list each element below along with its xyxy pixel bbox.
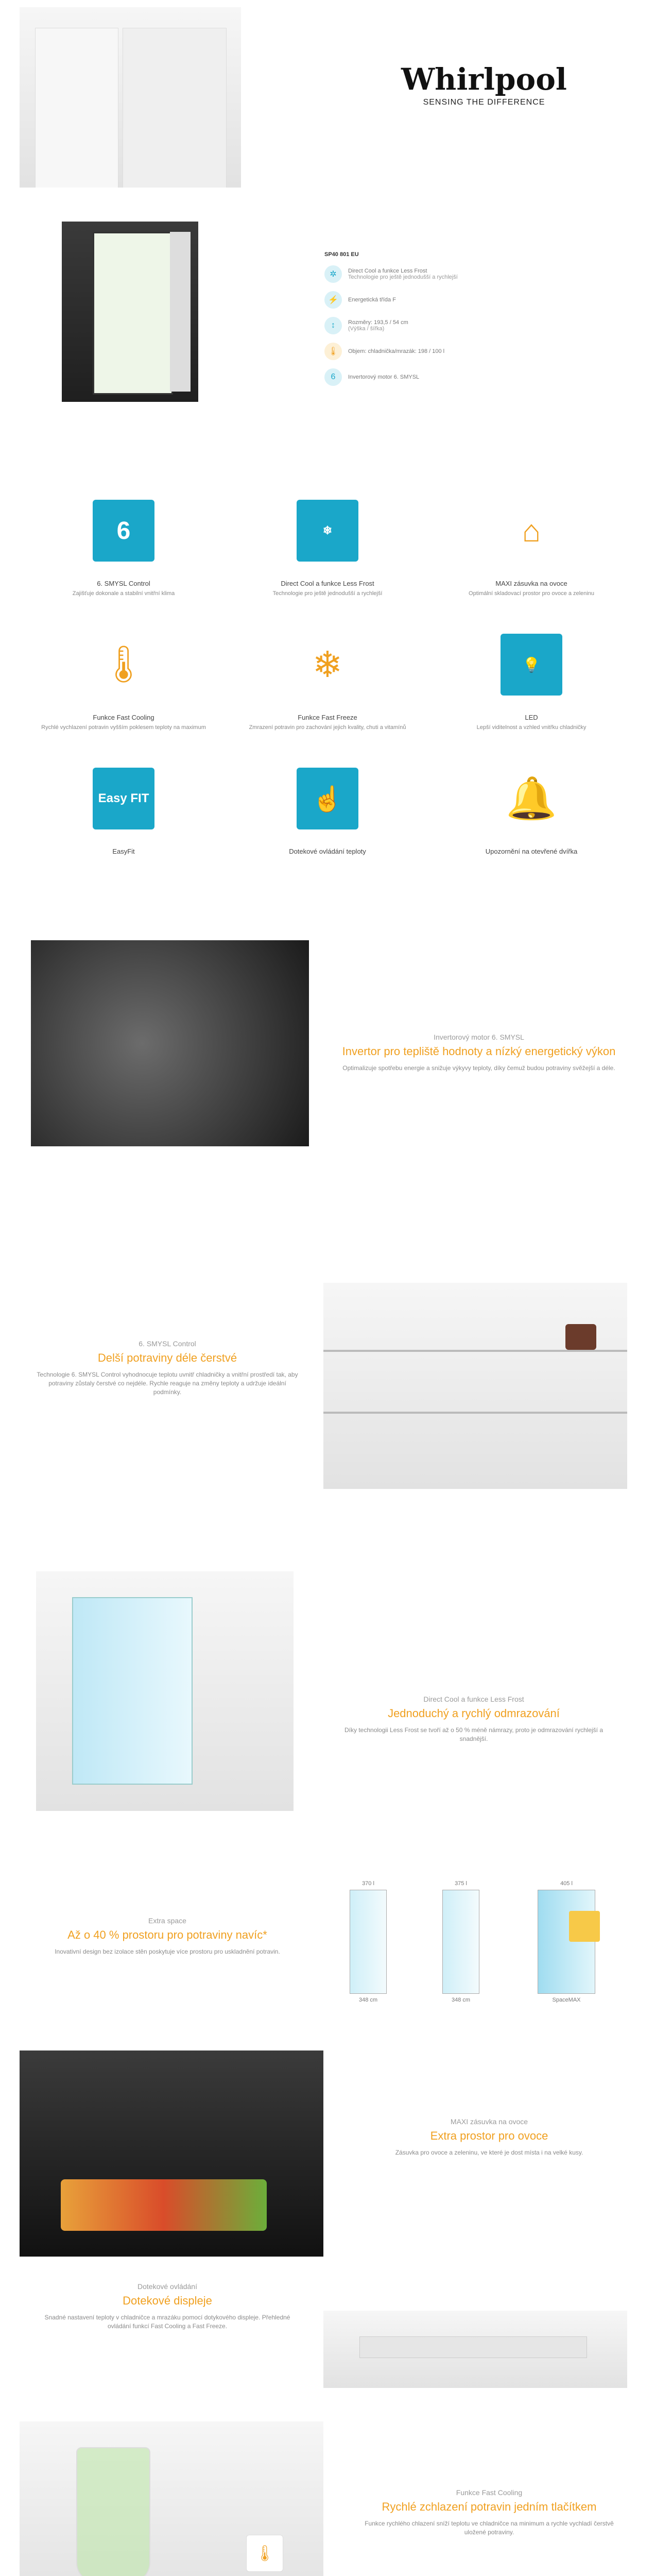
model-name: SP40 801 EU	[324, 251, 359, 258]
less-frost-icon: ❄	[297, 500, 358, 562]
volume-comparison	[330, 1880, 618, 2020]
volume-col-3	[525, 1880, 608, 2003]
feature-desc: Zmrazení potravin pro zachování jejich kvality, chuti a vitamínů	[249, 724, 406, 731]
fan-icon: ✲	[324, 265, 342, 283]
spec-subtext: (Výška / šířka)	[348, 326, 385, 332]
fruit-drawer-photo	[20, 2050, 323, 2257]
lemon-water-photo	[20, 2421, 323, 2576]
control-panel-photo	[323, 2311, 627, 2388]
section-body: Snadné nastavení teploty v chladničce a mrazáku pomocí dotykového displeje. Přehledné ovládání funkcí Fast Cooling a Fast Freeze.	[44, 2314, 290, 2330]
section-subtitle: Extra space	[148, 1917, 186, 1925]
spec-text: Energetická třída F	[348, 297, 396, 303]
section-heading: Až o 40 % prostoru pro potraviny navíc*	[67, 1928, 267, 1941]
volume-sublabel: SpaceMAX	[552, 1997, 581, 2003]
feature-title: 6. SMYSL Control	[97, 580, 150, 587]
section-heading: Delší potraviny déle čerstvé	[97, 1351, 237, 1364]
section-heading: Dotekové displeje	[123, 2294, 212, 2307]
volume-col-2	[433, 1880, 489, 2003]
feature-led	[434, 629, 629, 731]
fridge-shelf-photo	[323, 1283, 627, 1489]
volume-label: 375 l	[455, 1880, 467, 1887]
feature-title: Direct Cool a funkce Less Frost	[281, 580, 374, 587]
touch-display-icon: ☝	[297, 768, 358, 829]
feature-desc: Zajišťuje dokonale a stabilní vnitřní klima	[72, 590, 175, 597]
spec-list	[324, 251, 530, 437]
section-body: Optimalizuje spotřebu energie a snižuje výkyvy teploty, díky čemuž budou potraviny svěžejší a déle.	[342, 1064, 615, 1072]
section-subtitle: 6. SMYSL Control	[139, 1340, 196, 1348]
feature-desc: Rychlé vychlazení potravin vyšším poklesem teploty na maximum	[41, 724, 206, 731]
feature-desc: Technologie pro ještě jednodušší a rychlejší	[272, 590, 383, 597]
section-subtitle: MAXI zásuvka na ovoce	[450, 2117, 528, 2126]
temperature-icon: 🌡	[324, 343, 342, 360]
led-icon: 💡	[501, 634, 562, 696]
section-body: Zásuvka pro ovoce a zeleninu, ve které je dost místa i na velké kusy.	[395, 2149, 583, 2156]
feature-fast-cooling	[26, 629, 221, 731]
section-subtitle: Dotekové ovládání	[137, 2282, 197, 2291]
easy-fit-tile-text: Easy FIT	[98, 791, 149, 805]
feature-title: EasyFit	[112, 848, 135, 855]
feature-less-frost	[230, 495, 425, 597]
volume-label: 370 l	[362, 1880, 374, 1887]
feature-maxi-drawer	[434, 495, 629, 597]
gears-photo	[31, 940, 309, 1146]
easy-fit-icon	[93, 768, 154, 829]
feature-title: Funkce Fast Freeze	[298, 714, 357, 721]
feature-desc: Lepší viditelnost a vzhled vnitřku chladničky	[476, 724, 587, 731]
section-touch	[41, 2282, 294, 2360]
whirlpool-logo	[391, 62, 577, 113]
section-body: Inovativní design bez izolace stěn poskytuje více prostoru pro uskladnění potravin.	[55, 1948, 280, 1955]
volume-sublabel: 348 cm	[451, 1997, 471, 2003]
section-body: Díky technologii Less Frost se tvoří až o 50 % méně námrazy, proto je odmrazování rychlejší a snadnější.	[344, 1726, 603, 1742]
spec-text: Direct Cool a funkce Less Frost	[348, 268, 427, 274]
volume-col-1	[340, 1880, 397, 2003]
spec-item-cool	[324, 265, 458, 283]
fast-cooling-icon: 🌡	[100, 644, 147, 684]
energy-icon: ⚡	[324, 291, 342, 309]
logo-wordmark: Whirlpool	[401, 62, 567, 97]
feature-6th-sense	[26, 495, 221, 597]
section-heading: Extra prostor pro ovoce	[430, 2129, 548, 2142]
section-body: Technologie 6. SMYSL Control vyhodnocuje teplotu uvnitř chladničky a vnitřní prostředí tak, aby potraviny zůstaly čerstvé co nejdéle. Rychle reaguje na změny teploty a udržuje ideální podmínky.	[37, 1371, 298, 1396]
bell-icon: 🔔	[506, 775, 557, 821]
volume-sublabel: 348 cm	[358, 1997, 378, 2003]
section-extra-space	[41, 1917, 294, 1989]
section-sixth-sense	[36, 1340, 299, 1412]
section-heading: Invertor pro tepliště hodnoty a nízký energetický výkon	[342, 1045, 616, 1058]
section-maxi-drawer	[360, 2117, 618, 2174]
feature-door-alarm	[434, 762, 629, 855]
spec-text: Invertorový motor 6. SMYSL	[348, 374, 420, 380]
feature-easy-fit	[26, 762, 221, 855]
door-alarm-icon: ⌂	[522, 513, 541, 548]
spec-item-inverter	[324, 368, 419, 386]
feature-title: Dotekové ovládání teploty	[289, 848, 366, 855]
header-kitchen-photo	[20, 7, 241, 188]
section-body: Funkce rychlého chlazení sníží teplotu ve chladničce na minimum a rychle vychladí čerstvě uložené potraviny.	[365, 2520, 614, 2536]
feature-desc: Optimální skladovací prostor pro ovoce a zeleninu	[469, 590, 594, 597]
fast-freeze-icon: ❄	[312, 645, 343, 685]
logo-tagline: SENSING THE DIFFERENCE	[423, 98, 545, 107]
feature-title: Funkce Fast Cooling	[93, 714, 154, 721]
feature-grid	[15, 495, 640, 896]
feature-title: LED	[525, 714, 538, 721]
section-heading: Jednoduchý a rychlý odmrazování	[388, 1707, 560, 1720]
feature-title: MAXI zásuvka na ovoce	[495, 580, 567, 587]
spec-item-dimensions	[324, 316, 408, 335]
section-fast-cooling	[360, 2488, 618, 2545]
feature-fast-freeze	[230, 629, 425, 731]
6th-sense-icon: 6	[93, 500, 154, 562]
fridge-open-photo	[62, 222, 198, 402]
section-subtitle: Funkce Fast Cooling	[456, 2488, 523, 2497]
section-subtitle: Invertorový motor 6. SMYSL	[434, 1033, 524, 1041]
feature-title: Upozornění na otevřené dvířka	[485, 848, 578, 855]
spec-item-volume	[324, 342, 444, 361]
spec-item-energy	[324, 291, 396, 309]
section-inverter	[335, 1033, 623, 1110]
section-heading: Rychlé zchlazení potravin jedním tlačítkem	[382, 2500, 597, 2513]
spec-text: Objem: chladnička/mrazák: 198 / 100 l	[348, 348, 445, 354]
section-less-frost	[330, 1695, 618, 1762]
feature-touch-control	[230, 762, 425, 855]
spec-text: Rozměry: 193,5 / 54 cm	[348, 319, 408, 326]
fast-cooling-badge-icon: 🌡	[246, 2535, 283, 2572]
volume-label: 405 l	[560, 1880, 573, 1887]
spec-subtext: Technologie pro ještě jednodušší a rychlejší	[348, 274, 458, 280]
dimensions-icon: ↕	[324, 317, 342, 334]
less-frost-photo	[36, 1571, 294, 1811]
sixth-sense-icon: 6	[324, 368, 342, 386]
section-subtitle: Direct Cool a funkce Less Frost	[423, 1695, 524, 1703]
